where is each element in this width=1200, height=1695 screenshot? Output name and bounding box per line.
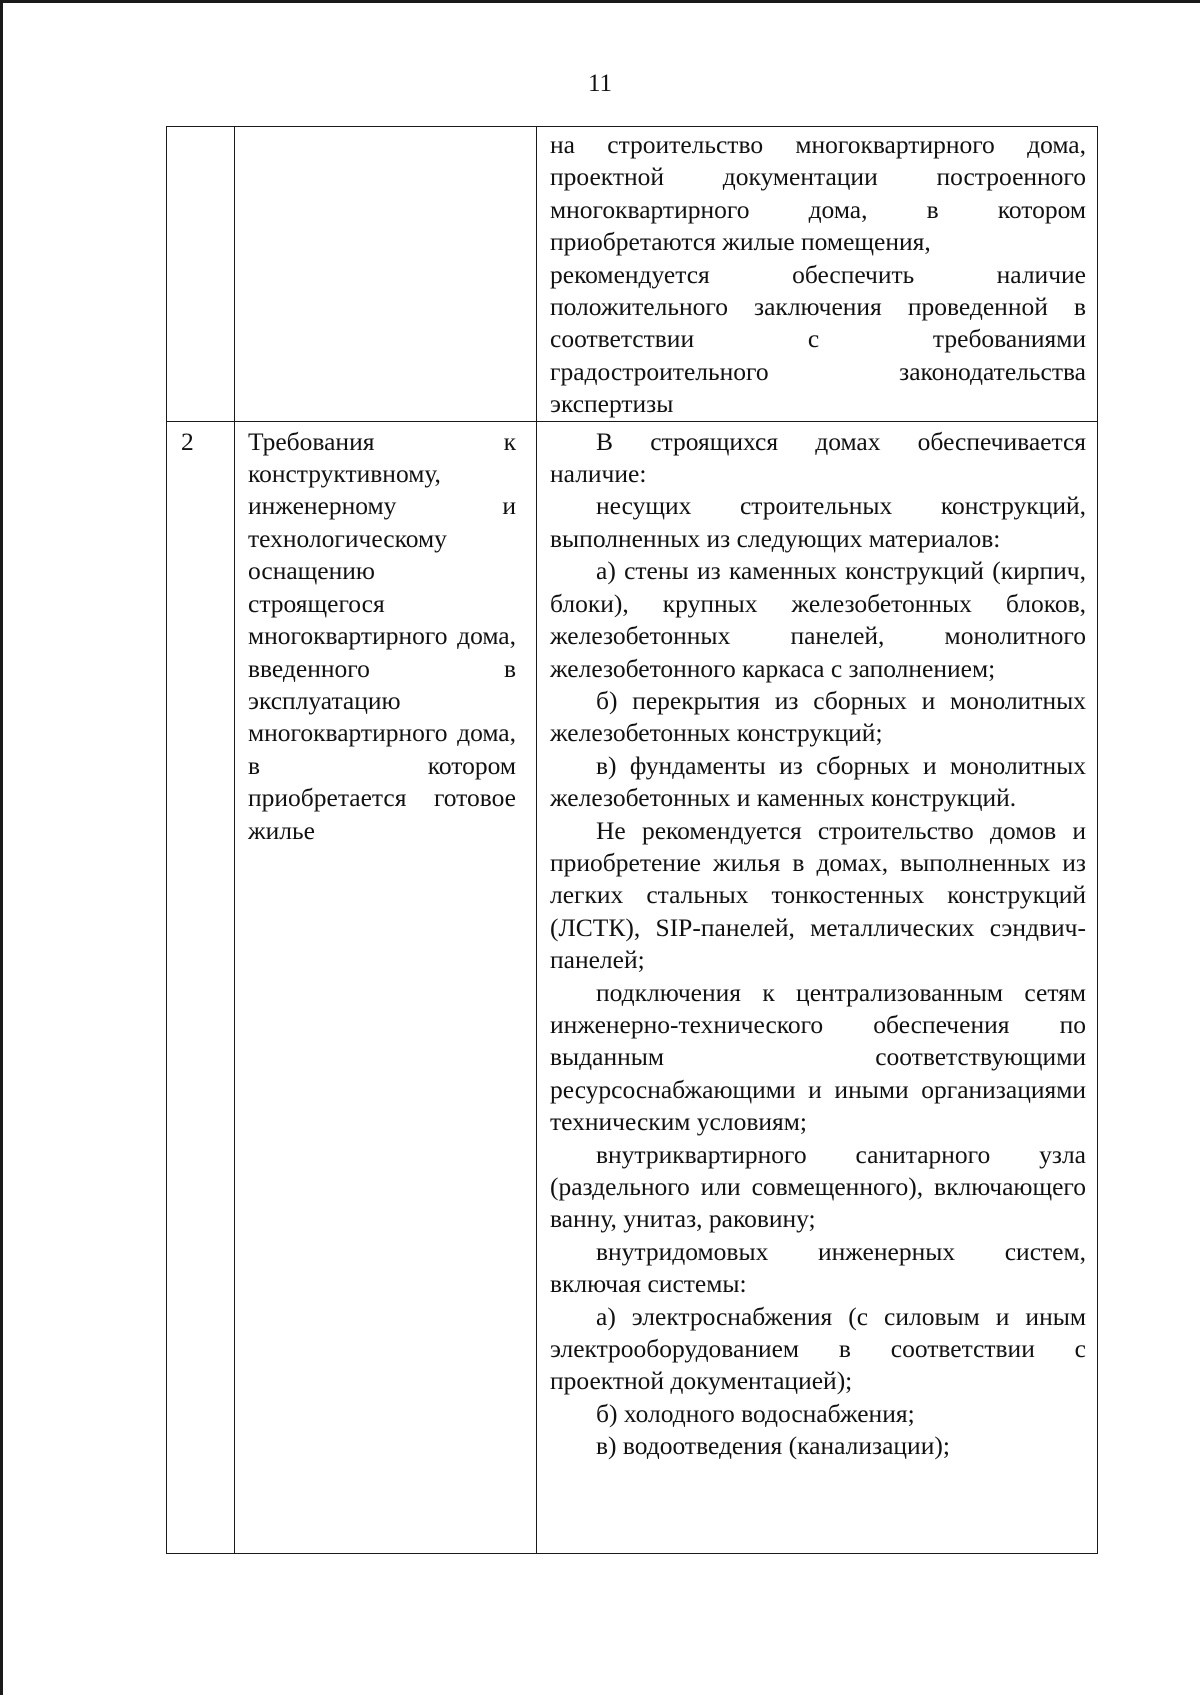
content-paragraph: на строительство многоквартирного дома, проектной документации построенного многоквартирного дома, в котором приобретаются жилые помещения, (550, 130, 1086, 257)
content-paragraph: несущих строительных конструкций, выполненных из следующих материалов: (550, 491, 1086, 553)
scan-edge-left (0, 0, 3, 1695)
content-paragraph: рекомендуется обеспечить наличие положительного заключения проведенной в соответствии с требованиями градостроительного законодательства экспертизы (550, 259, 1086, 419)
content-paragraph: внутридомовых инженерных систем, включая системы: (550, 1236, 1086, 1299)
content-paragraph: в) фундаменты из сборных и монолитных железобетонных и каменных конструкций. (550, 750, 1086, 813)
page-number: 11 (587, 70, 613, 97)
requirement-content-cell (537, 127, 1098, 422)
requirement-content-cell (537, 421, 1098, 1553)
content-paragraph: а) электроснабжения (с силовым и иным электрооборудованием в соответствии с проектной документацией); (550, 1301, 1086, 1396)
content-paragraph: б) перекрытия из сборных и монолитных железобетонных конструкций; (550, 685, 1086, 748)
content-paragraph: В строящихся домах обеспечивается наличие: (550, 426, 1086, 489)
scan-edge-top (0, 0, 1200, 3)
content-paragraph: в) водоотведения (канализации); (596, 1431, 950, 1461)
content-paragraph: внутриквартирного санитарного узла (раздельного или совмещенного), включающего ванну, унитаз, раковину; (550, 1139, 1086, 1234)
row-number-cell (167, 127, 235, 422)
content-paragraph: Не рекомендуется строительство домов и приобретение жилья в домах, выполненных из легких стальных тонкостенных конструкций (ЛСТК), SIP-панелей, металлических сэндвич-панелей; (550, 815, 1086, 975)
content-paragraph: б) холодного водоснабжения; (596, 1398, 915, 1428)
table-row (167, 421, 1098, 1553)
requirement-name-cell (235, 127, 537, 422)
requirement-name: Требования к конструктивному, инженерному и технологическому оснащению строящегося многоквартирного дома, введенного в эксплуатацию многоквартирного дома, в котором приобретается готовое жилье (248, 426, 516, 845)
requirements-table (166, 126, 1098, 1554)
content-paragraph: подключения к централизованным сетям инженерно-технического обеспечения по выданным соответствующими ресурсоснабжающими и иными организациями техническим условиям; (550, 977, 1086, 1137)
requirement-name-cell (235, 421, 537, 1553)
table-row (167, 127, 1098, 422)
content-paragraph: а) стены из каменных конструкций (кирпич, блоки), крупных железобетонных блоков, железобетонных панелей, монолитного железобетонного каркаса с заполнением; (550, 556, 1086, 683)
row-number-cell: 2 (167, 421, 235, 1553)
